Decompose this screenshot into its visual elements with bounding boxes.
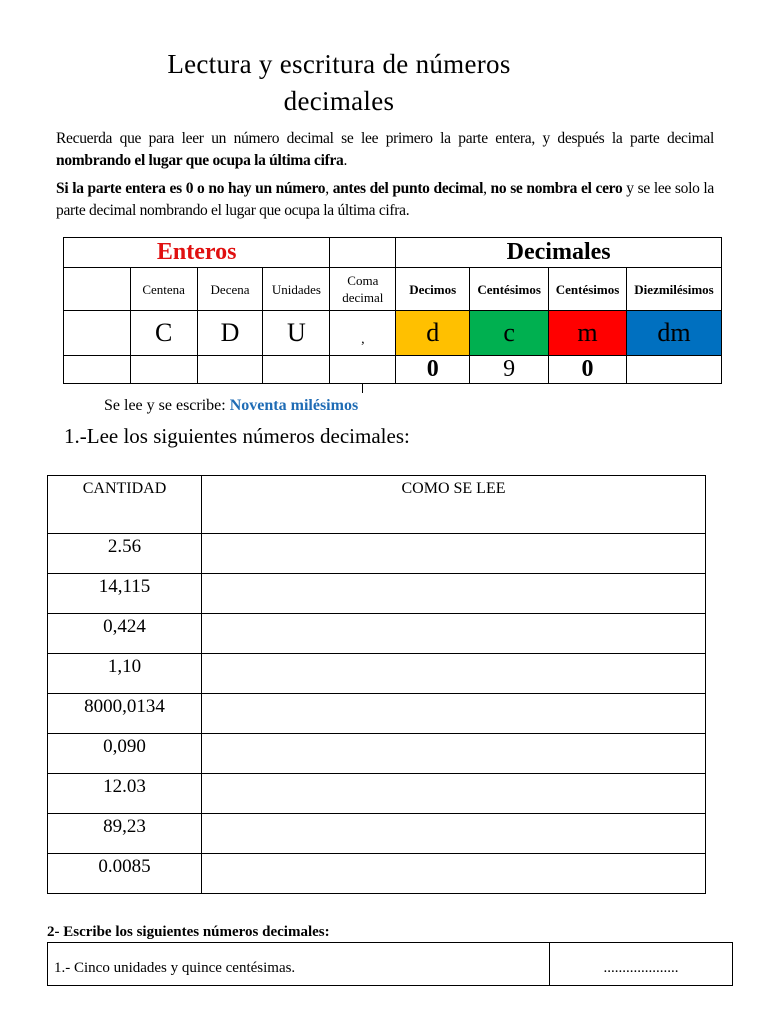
empty-cell <box>130 356 197 384</box>
col-centesimos-2: Centésimos <box>549 268 627 311</box>
page-title <box>0 46 678 120</box>
para1-bold: nombrando el lugar que ocupa la última cifra <box>56 152 344 169</box>
symbol-comma-cell <box>330 311 396 356</box>
table-row-quantity: 8000,0134 <box>48 694 202 734</box>
answer-cell[interactable] <box>202 734 706 774</box>
table-row-quantity: 89,23 <box>48 814 202 854</box>
para2-bold-1: Si la parte entera es 0 o no hay un número <box>56 180 326 197</box>
value-centesimos: 9 <box>470 356 549 384</box>
value-decimos: 0 <box>396 356 470 384</box>
col-decena: Decena <box>197 268 263 311</box>
col-diezmilesimos: Diezmilésimos <box>627 268 722 311</box>
col-coma-decimal: Coma decimal <box>330 268 396 311</box>
read-line-answer: Noventa milésimos <box>229 397 359 414</box>
table-row-quantity: 12.03 <box>48 774 202 814</box>
answer-cell[interactable] <box>202 654 706 694</box>
instruction-paragraph-1 <box>56 128 714 172</box>
symbol-c-decimal: c <box>470 311 549 356</box>
col-como-se-lee: COMO SE LEE <box>202 476 706 534</box>
symbol-comma: , <box>361 332 365 347</box>
title-line-1: Lectura y escritura de números <box>167 49 511 79</box>
para1-end: . <box>343 152 348 169</box>
enteros-header <box>64 238 330 268</box>
table-row-quantity: 14,115 <box>48 574 202 614</box>
title-line-2: decimales <box>283 86 395 116</box>
col-unidades: Unidades <box>263 268 330 311</box>
symbol-u: U <box>263 311 330 356</box>
exercise-blank-1[interactable]: .................... <box>550 943 733 986</box>
table-row-quantity: 0,090 <box>48 734 202 774</box>
answer-cell[interactable] <box>202 614 706 654</box>
col-cantidad: CANTIDAD <box>48 476 202 534</box>
section-2-heading: 2- Escribe los siguientes números decimales: <box>47 924 330 940</box>
symbol-d-decimal: d <box>396 311 470 356</box>
symbol-d: D <box>197 311 263 356</box>
table-row-quantity: 2.56 <box>48 534 202 574</box>
para2-sep-2: , <box>483 180 491 197</box>
empty-header-cell <box>330 238 396 268</box>
place-value-table <box>63 237 722 384</box>
col-decimos: Decimos <box>396 268 470 311</box>
instruction-paragraph-2 <box>56 178 714 222</box>
empty-cell <box>263 356 330 384</box>
read-line <box>104 397 358 415</box>
read-line-label: Se lee y se escribe: <box>104 397 230 414</box>
table-row-quantity: 1,10 <box>48 654 202 694</box>
answer-cell[interactable] <box>202 774 706 814</box>
para2-end: . <box>405 202 410 219</box>
decimales-label: Decimales <box>506 239 611 265</box>
comma-tick-mark <box>362 384 363 393</box>
symbol-m: m <box>549 311 627 356</box>
answer-cell[interactable] <box>202 534 706 574</box>
exercise-item-1: 1.- Cinco unidades y quince centésimas. <box>48 943 550 986</box>
para2-bold-2: antes del punto decimal <box>332 180 484 197</box>
para2-text: y se lee solo la parte decimal nombrando el lugar que ocupa la última cifra <box>56 180 715 219</box>
value-milesimos: 0 <box>549 356 627 384</box>
enteros-label: Enteros <box>156 239 237 265</box>
answer-cell[interactable] <box>202 694 706 734</box>
para2-bold-3: no se nombra el cero <box>490 180 623 197</box>
quantity-table <box>47 475 706 894</box>
empty-cell <box>64 311 131 356</box>
answer-cell[interactable] <box>202 814 706 854</box>
col-centesimos: Centésimos <box>470 268 549 311</box>
para2-sep-1: , <box>325 180 333 197</box>
exercise-table <box>47 942 733 986</box>
table-row-quantity: 0,424 <box>48 614 202 654</box>
empty-cell <box>64 268 131 311</box>
para1-text: Recuerda que para leer un número decimal se lee primero la parte entera, y después la parte decimal <box>56 130 714 147</box>
empty-cell <box>197 356 263 384</box>
empty-cell <box>330 356 396 384</box>
decimales-header <box>396 238 722 268</box>
table-row-quantity: 0.0085 <box>48 854 202 894</box>
empty-cell <box>627 356 722 384</box>
symbol-c: C <box>130 311 197 356</box>
section-1-heading: 1.-Lee los siguientes números decimales: <box>64 424 410 448</box>
col-centena: Centena <box>130 268 197 311</box>
empty-cell <box>64 356 131 384</box>
answer-cell[interactable] <box>202 854 706 894</box>
answer-cell[interactable] <box>202 574 706 614</box>
symbol-dm: dm <box>627 311 722 356</box>
